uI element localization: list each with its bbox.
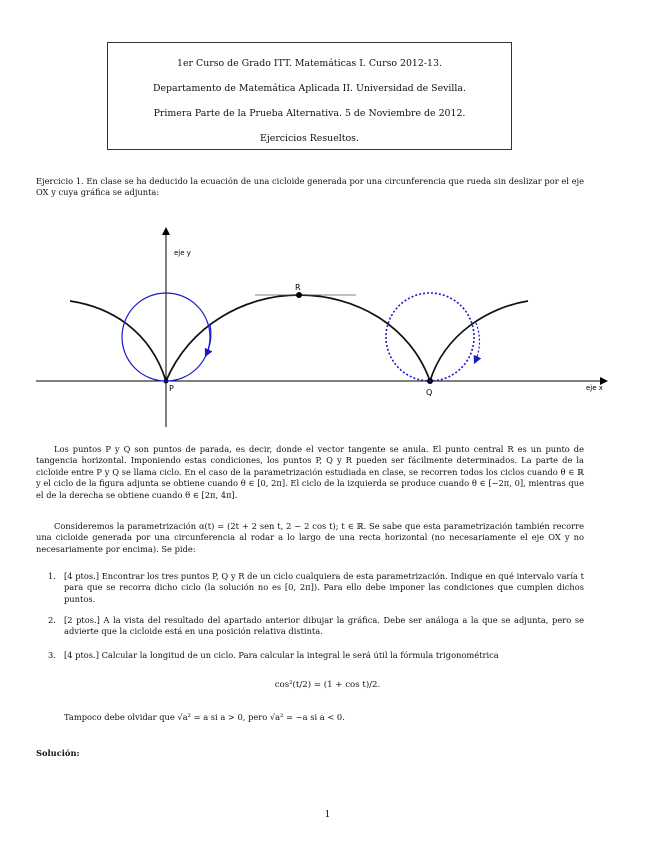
rolling-circle-right	[386, 293, 474, 381]
point-r-marker	[296, 292, 302, 298]
exercise-intro: Ejercicio 1. En clase se ha deducido la ecuación de una cicloide generada por una circunferencia que rueda sin deslizar por el eje OX y cuya gráfica se adjunta:	[36, 176, 584, 198]
header-subtitle: Ejercicios Resueltos.	[260, 133, 359, 144]
label-r: R	[295, 283, 301, 292]
sqrt-note: Tampoco debe olvidar que √a² = a si a > 0, pero √a² = −a si a < 0.	[64, 712, 345, 722]
label-p: P	[169, 384, 174, 393]
header-box	[107, 42, 512, 150]
cycloid-figure	[0, 215, 655, 430]
rotation-arrow-left	[206, 325, 211, 355]
list-item	[48, 650, 584, 661]
page-number: 1	[324, 810, 331, 820]
label-q: Q	[426, 388, 433, 397]
list-item	[48, 571, 584, 605]
header-exam: Primera Parte de la Prueba Alternativa. 5 de Noviembre de 2012.	[153, 108, 466, 119]
header-course: 1er Curso de Grado ITT. Matemáticas I. Curso 2012-13.	[177, 58, 442, 69]
paragraph-parametrization: Consideremos la parametrización α(t) = (2t + 2 sen t, 2 − 2 cos t); t ∈ ℝ. Se sabe que esta parametrización también recorre una cicloide generada por una circunferencia al rodar a lo largo de una recta horizontal (no necesariamente el eje OX y no necesariamente por encima). Se pide:	[36, 521, 584, 554]
item-number: 3.	[48, 650, 56, 660]
y-axis-label: eje y	[174, 249, 191, 257]
item-text: [2 ptos.] A la vista del resultado del apartado anterior dibujar la gráfica. Debe ser análoga a la que se adjunta, pero se advierte que la cicloide está en una posición relativa distinta.	[64, 615, 584, 637]
list-item	[48, 615, 584, 638]
item-text: [4 ptos.] Calcular la longitud de un ciclo. Para calcular la integral le será útil la fórmula trigonométrica	[64, 650, 499, 660]
header-department: Departamento de Matemática Aplicada II. Universidad de Sevilla.	[152, 83, 466, 94]
trig-formula: cos²(t/2) = (1 + cos t)/2.	[274, 680, 381, 690]
item-text: [4 ptos.] Encontrar los tres puntos P, Q y R de un ciclo cualquiera de esta parametrización. Indique en qué intervalo varía t para que se recorra dicho ciclo (la solución no es [0, 2π]). Para ello debe imponer las condiciones que cumplen dichos puntos.	[64, 571, 584, 604]
paragraph-stopping-points: Los puntos P y Q son puntos de parada, es decir, donde el vector tangente se anula. El punto central R es un punto de tangencia horizontal. Imponiendo estas condiciones, los puntos P, Q y R pueden ser fácilmente determinados. La parte de la cicloide entre P y Q se llama ciclo. En el caso de la parametrización estudiada en clase, se recorren todos los ciclos cuando θ ∈ ℝ y el ciclo de la figura adjunta se obtiene cuando θ ∈ [0, 2π]. El ciclo de la izquierda se produce cuando θ ∈ [−2π, 0], mientras que el de la derecha se obtiene cuando θ ∈ [2π, 4π].	[36, 444, 584, 500]
solution-label: Solución:	[36, 748, 80, 758]
item-number: 1.	[48, 571, 56, 581]
cycloid-curve	[70, 295, 528, 381]
rotation-arrow-right	[475, 323, 479, 362]
item-number: 2.	[48, 615, 56, 625]
x-axis-label: eje x	[586, 384, 603, 392]
